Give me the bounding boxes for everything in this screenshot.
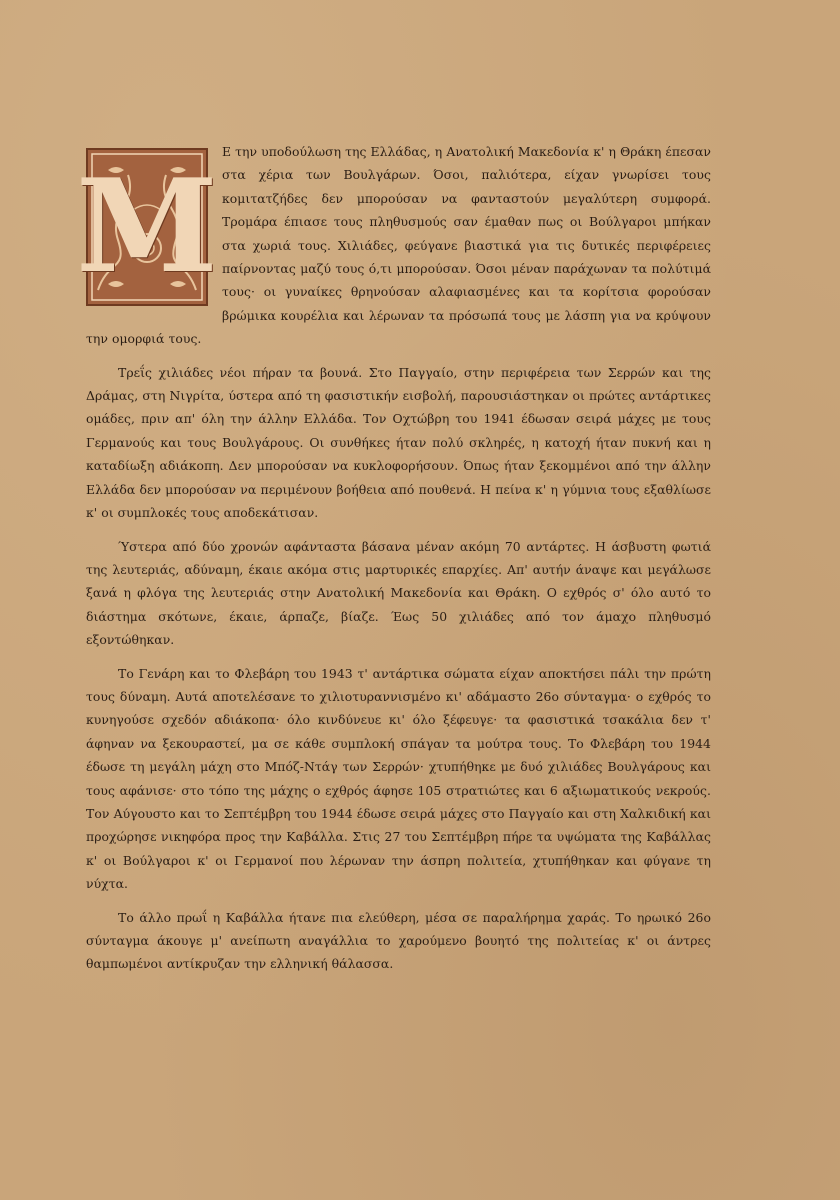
body-text — [76, 140, 711, 986]
paragraph-5: Το άλλο πρωΐ η Καβάλλα ήτανε πια ελεύθερη, μέσα σε παραλήρημα χαράς. Το ηρωικό 26ο σύνταγμα άκουγε μ' ανείπωτη αναγάλλια το χαρούμενο βουητό της πολιτείας κ' οι άντρες θαμπωμένοι αντίκρυζαν την ελληνική θάλασσα. — [86, 909, 711, 972]
paragraph-1 — [76, 140, 711, 351]
paragraph-2: Τρεΐς χιλιάδες νέοι πήραν τα βουνά. Στο Παγγαίο, στην περιφέρεια των Σερρών και της Δράμας, στη Νιγρίτα, ύστερα από τη φασιστικήν εισβολή, παρουσιάστηκαν οι πρώτες αντάρτικες ομάδες, πριν απ' όλη την άλλην Ελλάδα. Τον Οχτώβρη του 1941 έδωσαν σειρά μάχες με τους Γερμανούς και τους Βουλγάρους. Οι συνθήκες ήταν πολύ σκληρές, η κατοχή ήταν πυκνή και η καταδίωξη αδιάκοπη. Δεν μπορούσαν να κυκλοφορήσουν. Όπως ήταν ξεκομμένοι από την άλλην Ελλάδα δεν μπορούσαν να περιμένουν βοήθεια από πουθενά. Η πείνα κ' η γύμνια τους εξαθλίωσε κ' οι συμπλοκές τους αποδεκάτισαν. — [86, 364, 711, 521]
dropcap-letter: M — [76, 152, 218, 302]
paragraph-3: Ύστερα από δύο χρονών αφάνταστα βάσανα μέναν ακόμη 70 αντάρτες. Η άσβυστη φωτιά της λευτεριάς, αδύναμη, έκαιε ακόμα στις μαρτυρικές επαρχίες. Απ' αυτήν άναψε και μεγάλωσε ξανά η φλόγα της λευτεριάς στην Ανατολική Μακεδονία και Θράκη. Ο εχθρός σ' όλο αυτό το διάστημα σκότωνε, έκαιε, άρπαζε, βίαζε. Έως 50 χιλιάδες από τον άμαχο πληθυσμό εξοντώθηκαν. — [86, 538, 711, 648]
paragraph-4: Το Γενάρη και το Φλεβάρη του 1943 τ' αντάρτικα σώματα είχαν αποκτήσει πάλι την πρώτη τους δύναμη. Αυτά αποτελέσανε το χιλιοτυραννισμένο κι' αδάμαστο 26ο σύνταγμα· ο εχθρός το κυνηγούσε σχεδόν αδιάκοπα· όλο κινδύνευε κι' όλο ξέφευγε· τα φασιστικά τσακάλια δεν τ' άφηναν να ξεκουραστεί, μα σε κάθε συμπλοκή σπάγαν τα μούτρα τους. Το Φλεβάρη του 1944 έδωσε τη μεγάλη μάχη στο Μπόζ-Ντάγ των Σερρών· χτυπήθηκε με δυό χιλιάδες Βουλγάρους και τους αφάνισε· στο τόπο της μάχης ο εχθρός άφησε 105 στρατιώτες και 6 αξιωματικούς νεκρούς. Τον Αύγουστο και το Σεπτέμβρη του 1944 έδωσε σειρά μάχες στο Παγγαίο και στη Χαλκιδική και προχώρησε νικηφόρα προς την Καβάλλα. Στις 27 του Σεπτέμβρη πήρε τα υψώματα της Καβάλλας κ' οι Βούλγαροι κ' οι Γερμανοί που λέρωναν την άσπρη πολιτεία, χτυπήθηκαν και φύγανε τη νύχτα. — [86, 665, 711, 892]
paragraph-1-text: Ε την υποδούλωση της Ελλάδας, η Ανατολική Μακεδονία κ' η Θράκη έπεσαν στα χέρια των Βουλγάρων. Όσοι, παλιότερα, είχαν γνωρίσει τους κομιτατζήδες δεν μπορούσαν να φανταστούν μεγαλύτερη συμφορά. Τρομάρα έπιασε τους πληθυσμούς σαν έμαθαν πως οι Βούλγαροι μπήκαν στα χωριά τους. Χιλιάδες, φεύγανε βιαστικά για τις δυτικές περιφέρειες παίρνοντας μαζύ τους ό,τι μπορούσαν. Όσοι μέναν παράχωναν τα πολύτιμά τους· οι γυναίκες θρηνούσαν αλαφιασμένες και τα κορίτσια φορούσαν βρώμικα κουρέλια και λέρωναν τα πρόσωπά τους με λάσπη για να κρύψουν την ομορφιά τους. — [86, 144, 711, 347]
ornamental-dropcap — [76, 148, 218, 306]
